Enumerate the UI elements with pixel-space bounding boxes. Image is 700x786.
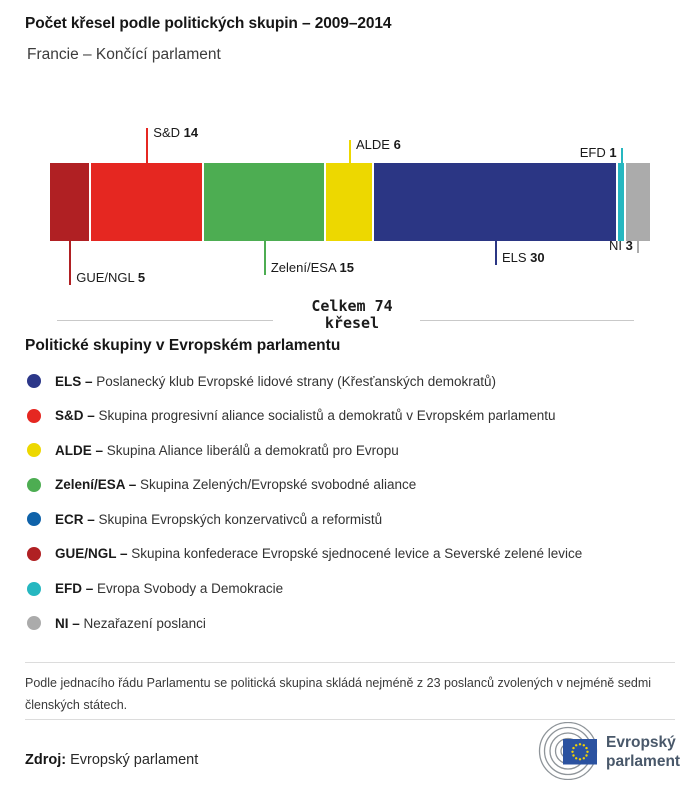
legend-row (27, 509, 677, 529)
callout-label-S&D (153, 125, 198, 140)
legend-group-description: Nezařazení poslanci (83, 615, 206, 631)
callout-group-code: GUE/NGL (76, 270, 135, 285)
legend-item-text (55, 546, 582, 561)
ep-hemicycle-flag-icon (528, 722, 604, 780)
total-divider-left (57, 320, 273, 321)
legend-item-text (55, 477, 416, 492)
callout-line-EFD (621, 148, 623, 163)
bar-segment-ELS (374, 163, 615, 241)
legend-color-dot (27, 512, 41, 526)
callout-label-NI (609, 238, 633, 253)
callout-seat-count: 3 (625, 238, 633, 253)
callout-label-EFD (580, 145, 617, 160)
legend-row (27, 406, 677, 426)
callout-line-NI (637, 241, 639, 253)
bar-segment-NI (626, 163, 650, 241)
total-seats-caption (270, 298, 434, 332)
legend-group-description: Poslanecký klub Evropské lidové strany (Křesťanských demokratů) (96, 373, 497, 389)
footnote-divider-top (25, 662, 675, 663)
footnote: Podle jednacího řádu Parlamentu se politická skupina skládá nejméně z 23 poslanců zvolených v nejméně sedmi členských státech. (25, 676, 652, 712)
legend-item-text (55, 512, 382, 527)
callout-line-Zelení/ESA (264, 241, 266, 275)
legend-row (27, 579, 677, 599)
legend-group-description: Skupina konfederace Evropské sjednocené levice a Severské zelené levice (131, 546, 583, 562)
legend-row (27, 475, 677, 495)
page-subtitle: Francie – Končící parlament (27, 46, 221, 63)
callout-seat-count: 30 (530, 250, 545, 265)
legend-color-dot (27, 582, 41, 596)
bar-segment-ALDE (326, 163, 373, 241)
callout-seat-count: 6 (393, 137, 401, 152)
legend-row (27, 371, 677, 391)
callout-group-code: EFD (579, 145, 606, 160)
legend-row (27, 440, 677, 460)
callout-group-code: Zelení/ESA (270, 260, 336, 275)
footnote-divider-bottom (25, 719, 675, 720)
legend-group-code: S&D – (55, 408, 95, 424)
callout-group-code: ALDE (356, 137, 390, 152)
bar-segment-S&D (91, 163, 203, 241)
legend-color-dot (27, 616, 41, 630)
ep-logo (528, 722, 688, 780)
callout-label-ALDE (356, 137, 401, 152)
legend-group-description: Skupina Aliance liberálů a demokratů pro Evropu (106, 442, 399, 458)
source-label: Zdroj: (25, 752, 67, 768)
total-seats-line2: křesel (324, 314, 380, 332)
legend-row (27, 544, 677, 564)
legend-group-code: EFD – (55, 581, 94, 597)
callout-line-ALDE (349, 140, 351, 163)
callout-seat-count: 14 (183, 125, 199, 140)
callout-line-S&D (146, 128, 148, 163)
callout-line-ELS (495, 241, 497, 265)
legend-heading: Politické skupiny v Evropském parlamentu (25, 337, 341, 354)
source-line (25, 752, 198, 768)
legend-color-dot (27, 374, 41, 388)
bar-segment-Zelení/ESA (204, 163, 324, 241)
legend-group-code: ELS – (55, 373, 93, 389)
legend-item-text (55, 581, 283, 596)
callout-group-code: ELS (501, 250, 527, 265)
legend-group-description: Skupina Zelených/Evropské svobodné aliance (140, 477, 417, 493)
eu-flag (563, 739, 597, 765)
legend-color-dot (27, 547, 41, 561)
bar-segment-EFD (618, 163, 624, 241)
legend-group-description: Evropa Svobody a Demokracie (97, 581, 284, 597)
legend-color-dot (27, 478, 41, 492)
legend-color-dot (27, 409, 41, 423)
callout-line-GUE/NGL (69, 241, 71, 285)
total-seats-line1: Celkem 74 (311, 297, 393, 315)
legend (27, 371, 677, 648)
legend-item-text (55, 616, 206, 631)
callout-label-ELS (502, 250, 545, 265)
legend-group-code: Zelení/ESA – (55, 477, 137, 493)
callout-label-Zelení/ESA (271, 260, 354, 275)
ep-logo-line1: Evropský (606, 734, 676, 751)
source-value: Evropský parlament (70, 752, 199, 768)
legend-group-code: NI – (55, 615, 80, 631)
legend-group-code: ALDE – (55, 442, 104, 458)
page-title: Počet křesel podle politických skupin – 2009–2014 (25, 15, 392, 32)
callout-seat-count: 15 (339, 260, 354, 275)
legend-group-code: ECR – (55, 511, 95, 527)
legend-item-text (55, 408, 556, 423)
callout-seat-count: 1 (609, 145, 617, 160)
callout-group-code: NI (608, 238, 622, 253)
callout-label-GUE/NGL (76, 270, 145, 285)
legend-item-text (55, 374, 496, 389)
legend-group-code: GUE/NGL – (55, 546, 128, 562)
total-divider-right (420, 320, 634, 321)
ep-logo-text (606, 733, 680, 771)
legend-row (27, 613, 677, 633)
bar-segment-GUE/NGL (50, 163, 89, 241)
callout-seat-count: 5 (137, 270, 146, 285)
legend-item-text (55, 443, 399, 458)
legend-group-description: Skupina progresivní aliance socialistů a demokratů v Evropském parlamentu (98, 408, 556, 424)
callout-group-code: S&D (153, 125, 181, 140)
ep-logo-line2: parlament (606, 753, 681, 770)
legend-group-description: Skupina Evropských konzervativců a reformistů (98, 511, 383, 527)
legend-color-dot (27, 443, 41, 457)
